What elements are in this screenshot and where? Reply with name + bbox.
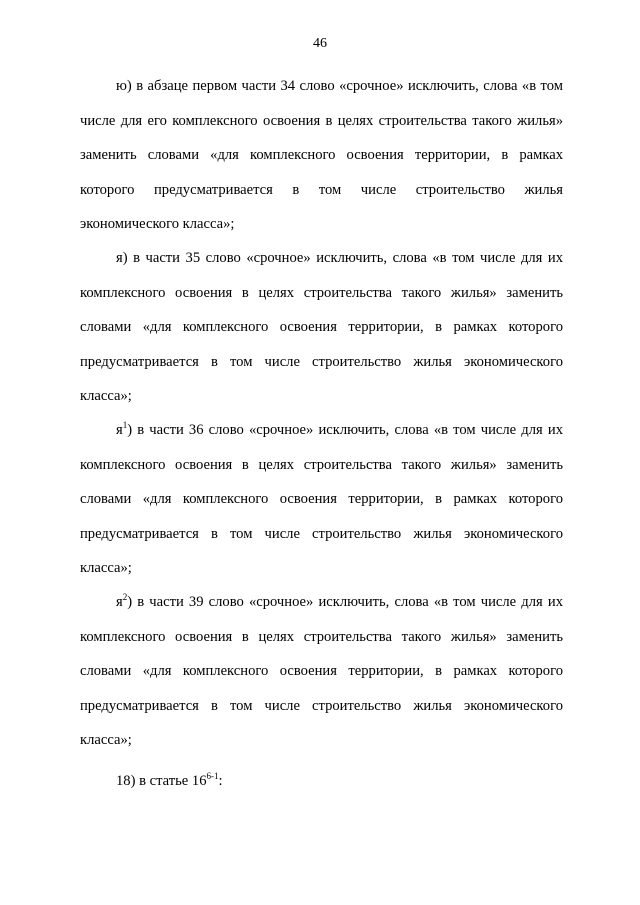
page-number: 46 — [313, 36, 327, 51]
paragraph-ya1 — [80, 413, 563, 586]
paragraph-ya2 — [80, 585, 563, 758]
paragraph-text: я) в части 35 слово «срочное» исключить, слова «в том числе для их комплексного освоения в целях строительства такого жилья» заменить словами «для комплексного освоения территории, в рамках которого предусматривается в том числе строительство жилья экономического класса»; — [80, 250, 563, 404]
paragraph-prefix: я — [116, 594, 123, 610]
paragraph-text: : — [218, 773, 223, 789]
paragraph-superscript: 2 — [122, 592, 128, 602]
paragraph-superscript: 1 — [122, 420, 128, 430]
paragraph-prefix: я — [116, 422, 123, 438]
paragraph-superscript: 6-1 — [206, 771, 219, 781]
paragraph-text: ) в части 39 слово «срочное» исключить, слова «в том числе для их комплексного освоения в целях строительства такого жилья» заменить словами «для комплексного освоения территории, в рамках которого предусматривается в том числе строительство жилья экономического класса»; — [80, 594, 563, 748]
paragraph-ya — [80, 241, 563, 414]
paragraph-yu — [80, 69, 563, 242]
paragraph-prefix: 18) в статье 16 — [116, 773, 207, 789]
paragraph-article-18 — [80, 764, 563, 799]
paragraph-text: ю) в абзаце первом части 34 слово «срочное» исключить, слова «в том числе для его комплексного освоения в целях строительства такого жилья» заменить словами «для комплексного освоения территории, в рамках которого предусматривается в том числе строительство жилья экономического класса»; — [80, 78, 563, 232]
paragraph-text: ) в части 36 слово «срочное» исключить, слова «в том числе для их комплексного освоения в целях строительства такого жилья» заменить словами «для комплексного освоения территории, в рамках которого предусматривается в том числе строительство жилья экономического класса»; — [80, 422, 563, 576]
